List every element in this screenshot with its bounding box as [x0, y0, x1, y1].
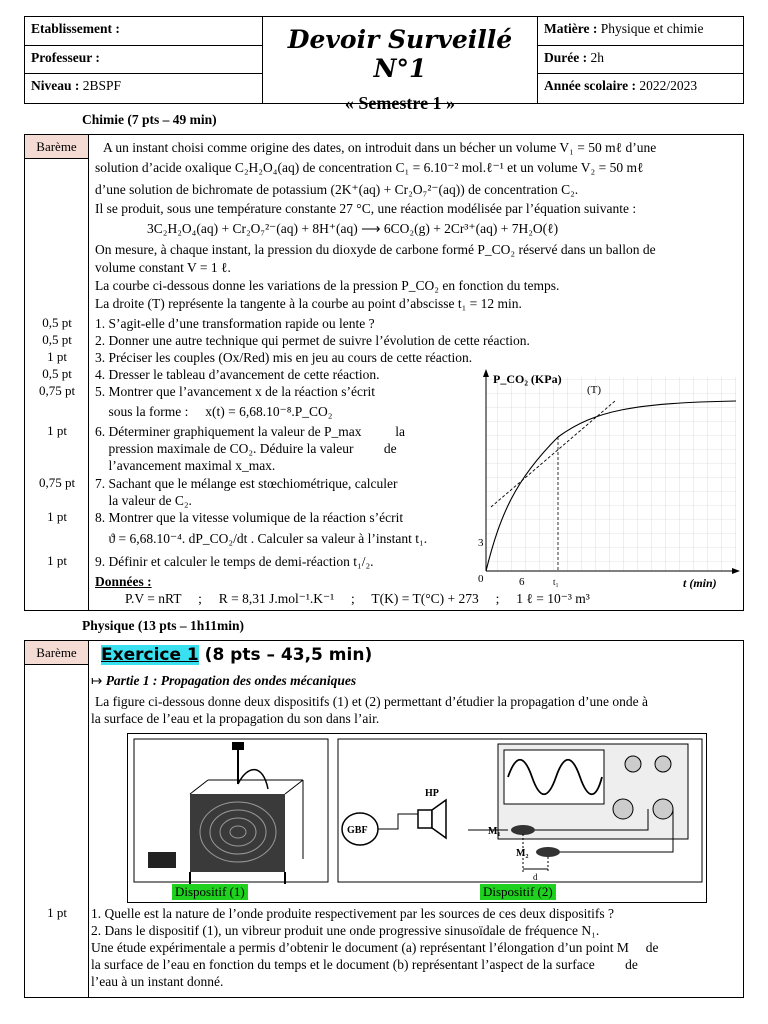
duree-cell [538, 46, 743, 75]
annee-cell [538, 74, 743, 103]
physique-question-line: Une étude expérimentale a permis d’obtenir le document (a) représentant l’élongation d’un point M de [91, 940, 659, 955]
context-line: On mesure, à chaque instant, la pression du dioxyde de carbone formé P_CO₂ réservé dans un ballon de [95, 242, 656, 257]
matiere-cell [538, 17, 743, 46]
semester-label: « Semestre 1 » [344, 93, 456, 113]
chimie-context [95, 241, 737, 312]
matiere-value: Physique et chimie [600, 21, 704, 36]
intro-line: A un instant choisi comme origine des dates, on introduit dans un bécher un volume V₁ = 50 mℓ d’une [103, 140, 657, 155]
question-8-line: 8. Montrer que la vitesse volumique de la réaction s’écrit [95, 510, 404, 525]
question-3: 3. Préciser les couples (Ox/Red) mis en jeu au cours de cette réaction. [95, 350, 473, 365]
etablissement-cell [25, 17, 262, 46]
chimie-section-title: Chimie (7 pts – 49 min) [82, 112, 217, 127]
partie-heading [91, 673, 356, 689]
physique-box [24, 640, 744, 998]
device1-label: Dispositif (1) [172, 884, 248, 900]
context-line: La droite (T) représente la tangente à la courbe au point d’abscisse t₁ = 12 min. [95, 296, 522, 311]
exercise-title-rest: (8 pts – 43,5 min) [198, 645, 373, 665]
annee-label: Année scolaire : [544, 78, 636, 94]
question-6-line: pression maximale de CO₂. Déduire la valeur de [95, 441, 397, 456]
x-axis-label: t (min) [683, 576, 717, 590]
d-label: d [533, 872, 538, 882]
chimie-box [24, 134, 744, 611]
duree-label: Durée : [544, 49, 588, 65]
question-7-line: 7. Sachant que le mélange est stœchiométrique, calculer [95, 476, 398, 491]
physique-intro [91, 693, 739, 727]
devices-figure [127, 733, 707, 903]
question-6 [95, 423, 445, 474]
intro-line: d’une solution de bichromate de potassium (2K⁺(aq) + Cr₂O₇²⁻(aq)) de concentration C₂. [95, 182, 579, 197]
donnees-value: P.V = nRT ; R = 8,31 J.mol⁻¹.K⁻¹ ; T(K) = T(°C) + 273 ; 1 ℓ = 10⁻³ m³ [125, 591, 590, 606]
donnees-label: Données : [95, 574, 152, 589]
physique-question-line: l’eau à un instant donné. [91, 974, 224, 989]
question-5-line: sous la forme : x(t) = 6,68.10⁻⁸.P_CO₂ [95, 404, 333, 419]
question-5 [95, 383, 445, 420]
question-6-line: l’avancement maximal x_max. [95, 458, 276, 473]
x-tick-t1: t₁ [553, 577, 559, 587]
question-2: 2. Donner une autre technique qui permet de suivre l’évolution de cette réaction. [95, 333, 530, 348]
question-4: 4. Dresser le tableau d’avancement de cette réaction. [95, 367, 380, 382]
page-title: Devoir Surveillé N°1 [287, 25, 513, 83]
question-7-line: la valeur de C₂. [95, 493, 192, 508]
bareme-column [25, 641, 89, 997]
duree-value: 2h [590, 49, 604, 65]
context-line: La courbe ci-dessous donne les variations de la pression P_CO₂ en fonction du temps. [95, 278, 560, 293]
physique-intro-line: La figure ci-dessous donne deux dispositifs (1) et (2) permettant d’étudier la propagation d’une onde à [95, 694, 648, 709]
etablissement-label: Etablissement : [31, 21, 120, 36]
annee-value: 2022/2023 [639, 78, 698, 94]
oscilloscope-icon [498, 744, 688, 839]
question-1: 1. S’agit-elle d’une transformation rapide ou lente ? [95, 316, 375, 331]
question-7 [95, 475, 445, 509]
niveau-value: 2BSPF [82, 78, 122, 94]
tangent-label: (T) [587, 384, 602, 396]
exercise-title-highlight: Exercice 1 [101, 645, 199, 665]
origin-label: 0 [478, 573, 484, 585]
gbf-label: GBF [347, 825, 368, 836]
bareme-header: Barème [25, 641, 88, 665]
reaction-equation: 3C₂H₂O₄(aq) + Cr₂O₇²⁻(aq) + 8H⁺(aq) ⟶ 6CO₂(g) + 2Cr³⁺(aq) + 7H₂O(ℓ) [147, 221, 559, 236]
physique-questions [91, 905, 739, 990]
niveau-cell [25, 74, 262, 103]
header-right-column [537, 17, 743, 103]
m2-label: M₂ [516, 848, 529, 859]
q4-points: 0,5 pt [42, 366, 72, 381]
physique-intro-line: la surface de l’eau et la propagation du son dans l’air. [91, 711, 380, 726]
exercise-title [101, 645, 372, 665]
chimie-intro [95, 139, 737, 217]
x-tick-6: 6 [519, 576, 525, 588]
question-9: 9. Définir et calculer le temps de demi-réaction t₁/₂. [95, 554, 374, 569]
y-axis-label: P_CO₂ (KPa) [493, 372, 562, 386]
pressure-time-graph [455, 365, 740, 590]
q9-points: 1 pt [47, 553, 67, 568]
physique-question-line: 2. Dans le dispositif (1), un vibreur produit une onde progressive sinusoïdale de fréquence N₁. [91, 923, 600, 938]
intro-line: Il se produit, sous une température constante 27 °C, une réaction modélisée par l’équation suivante : [95, 201, 637, 216]
intro-line: solution d’acide oxalique C₂H₂O₄(aq) de concentration C₁ = 6.10⁻² mol.ℓ⁻¹ et un volume V₂ = 50 mℓ [95, 160, 644, 175]
q2-points: 0,5 pt [42, 332, 72, 347]
m1-label: M₁ [488, 826, 501, 837]
q8-points: 1 pt [47, 509, 67, 524]
q3-points: 1 pt [47, 349, 67, 364]
arrow-icon: ↦ [91, 673, 103, 688]
matiere-label: Matière : [544, 21, 598, 36]
partie-title: Partie 1 : Propagation des ondes mécaniques [105, 673, 357, 688]
question-6-line: 6. Déterminer graphiquement la valeur de P_max la [95, 424, 406, 439]
question-8 [95, 509, 455, 547]
professeur-label: Professeur : [31, 49, 100, 65]
niveau-label: Niveau : [31, 78, 80, 94]
physique-q1-points: 1 pt [47, 905, 67, 920]
professeur-cell [25, 46, 262, 75]
q6-points: 1 pt [47, 423, 67, 438]
physique-section-title: Physique (13 pts – 1h11min) [82, 618, 245, 633]
question-5-line: 5. Montrer que l’avancement x de la réaction s’écrit [95, 384, 375, 399]
bareme-column [25, 135, 89, 610]
physique-question-line: la surface de l’eau en fonction du temps et le document (b) représentant l’aspect de la surface de [91, 957, 638, 972]
graph-grid [486, 377, 736, 571]
header-title-block [263, 17, 537, 113]
context-line: volume constant V = 1 ℓ. [95, 260, 231, 275]
hp-label: HP [425, 788, 439, 799]
header-table [24, 16, 744, 113]
y-tick-3: 3 [478, 537, 484, 549]
y-axis-arrow [483, 369, 489, 377]
q7-points: 0,75 pt [38, 475, 76, 490]
question-8-line: ϑ = 6,68.10⁻⁴. dP_CO₂/dt . Calculer sa valeur à l’instant t₁. [95, 531, 428, 546]
device2-label: Dispositif (2) [480, 884, 556, 900]
q5-points: 0,75 pt [38, 383, 76, 398]
devices-illustration [128, 734, 708, 904]
physique-question-line: 1. Quelle est la nature de l’onde produite respectivement par les sources de ces deux dispositifs ? [91, 906, 614, 921]
header-left-column [25, 17, 263, 103]
q1-points: 0,5 pt [42, 315, 72, 330]
bareme-header: Barème [25, 135, 88, 159]
